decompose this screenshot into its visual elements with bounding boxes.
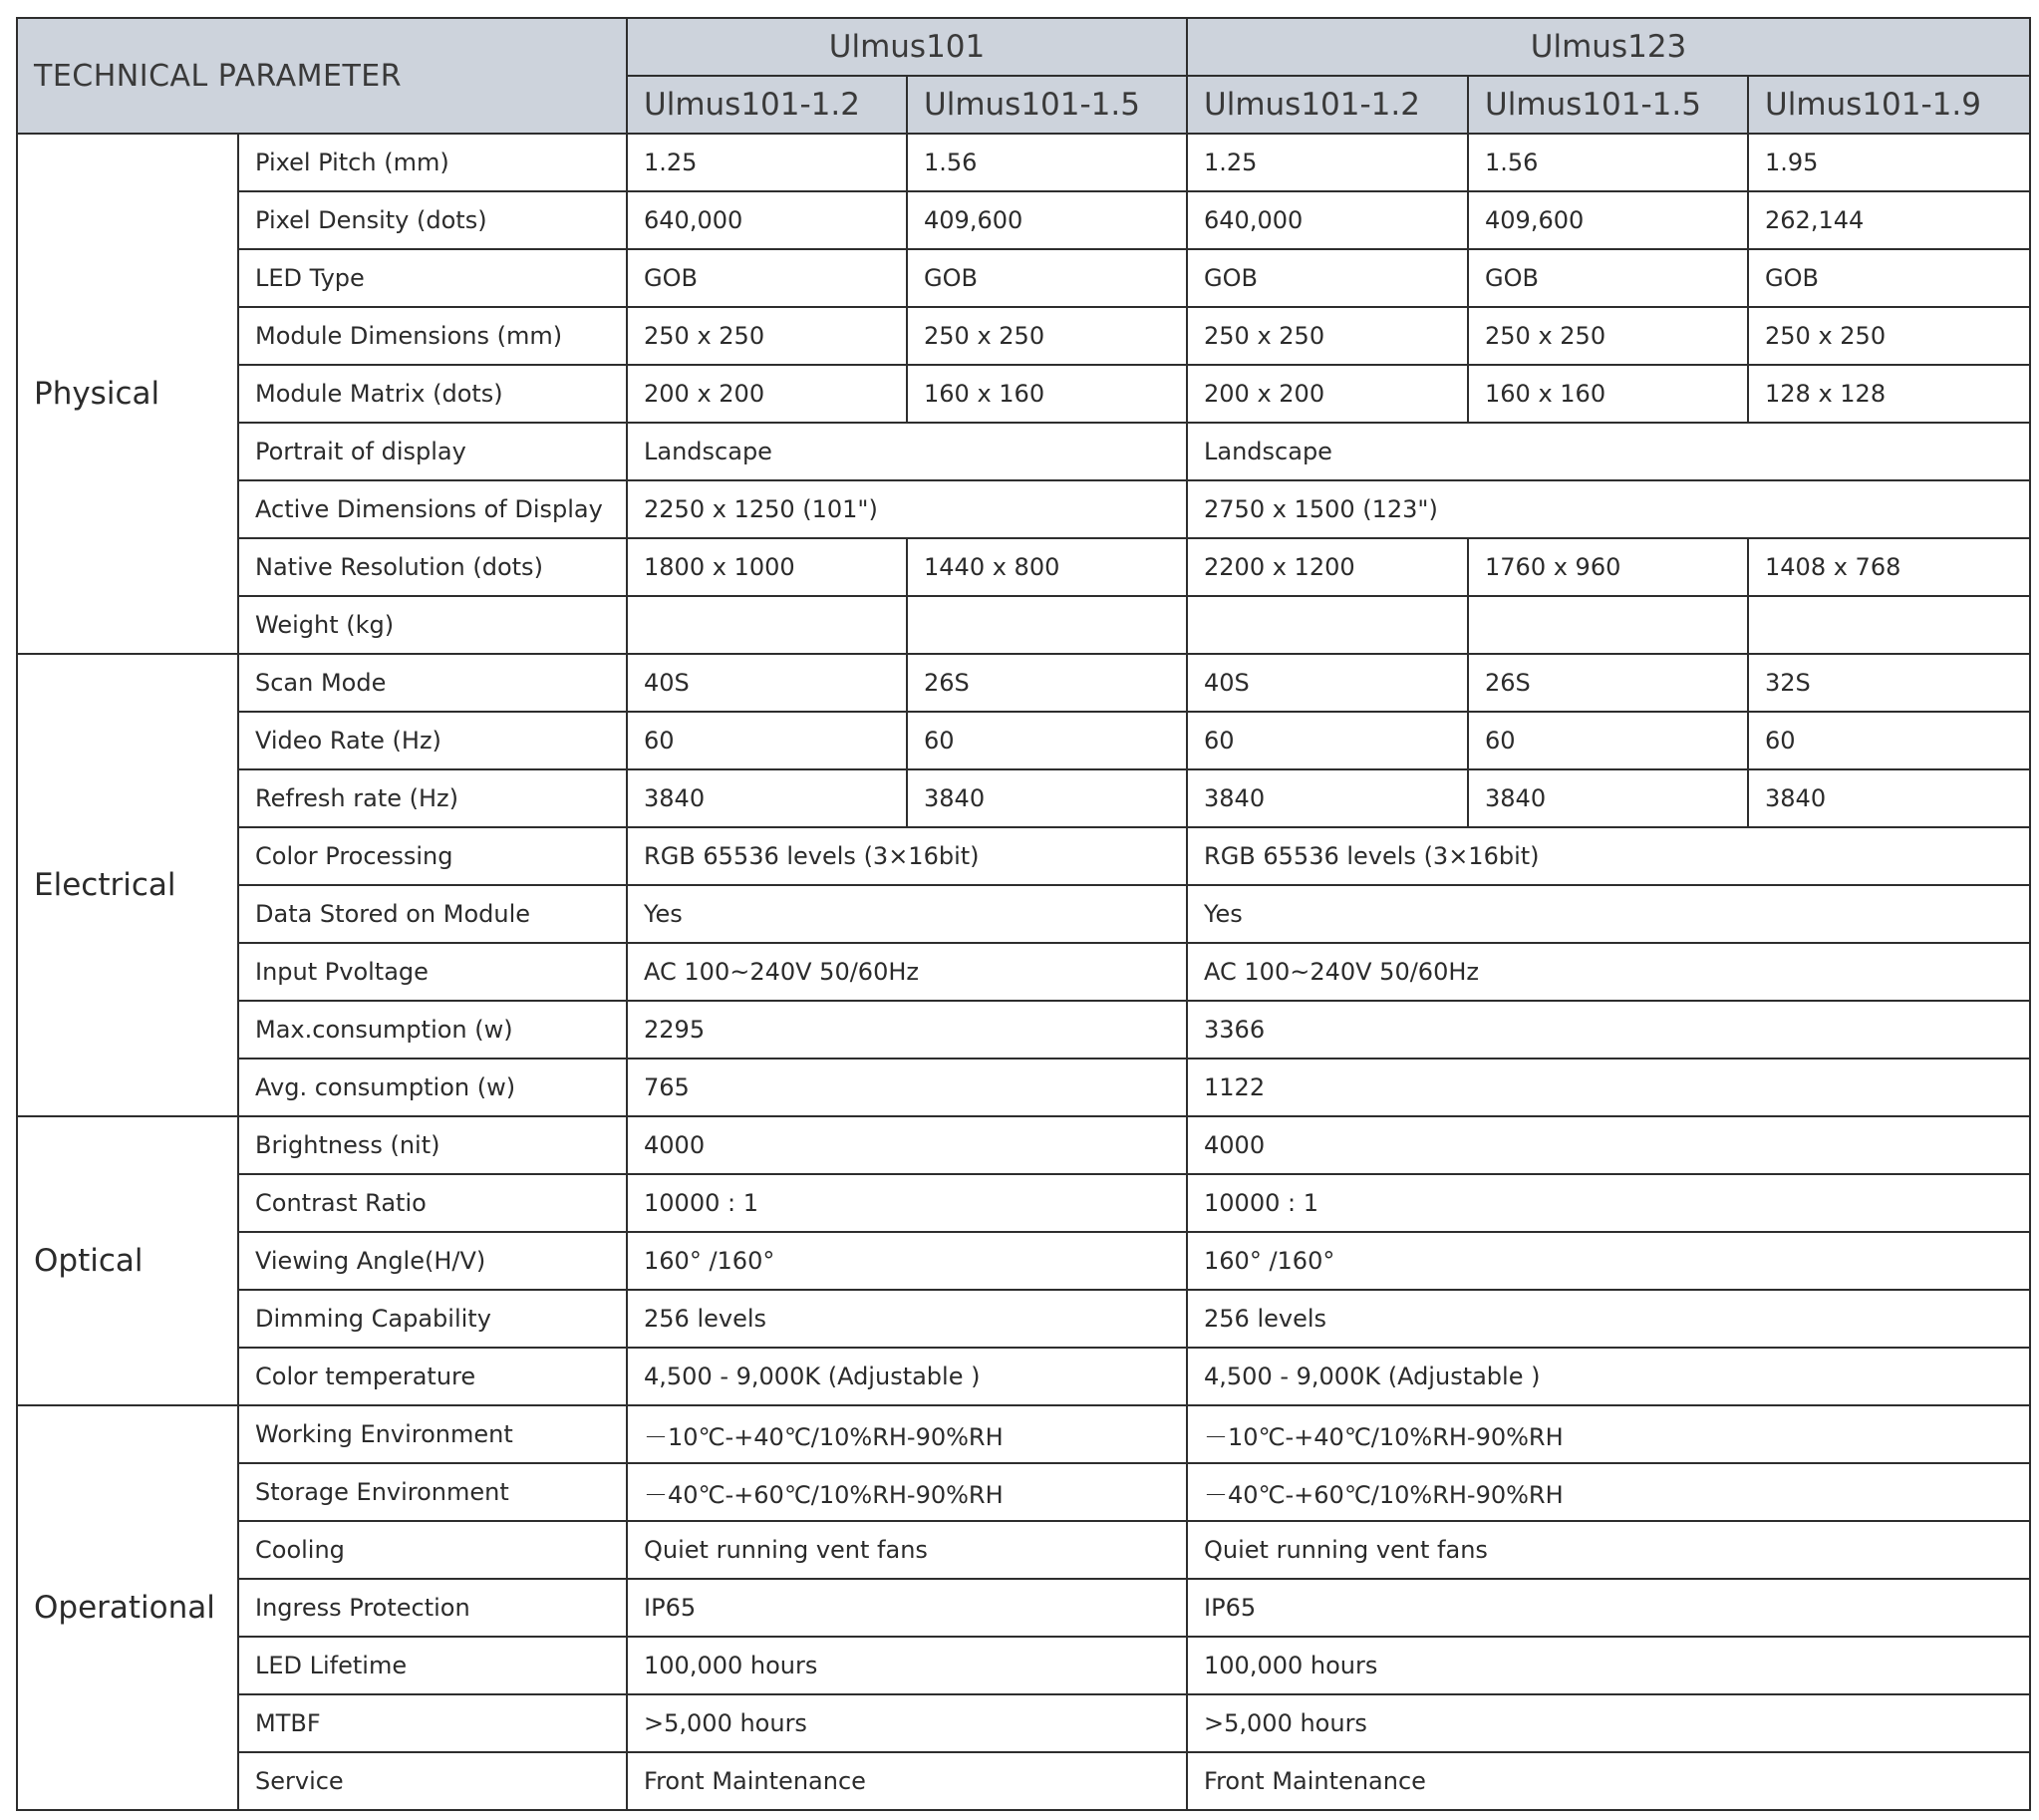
model-header: Ulmus101-1.2 (627, 76, 907, 134)
parameter-label: Portrait of display (238, 423, 627, 480)
model-header: Ulmus101-1.9 (1748, 76, 2030, 134)
value-cell: 1760 x 960 (1468, 538, 1748, 596)
value-cell (1748, 596, 2030, 654)
table-row (17, 1752, 2030, 1810)
value-cell: 262,144 (1748, 191, 2030, 249)
value-cell: 409,600 (907, 191, 1187, 249)
table-row (17, 1174, 2030, 1232)
table-row (17, 827, 2030, 885)
table-row (17, 1232, 2030, 1290)
table-row (17, 1001, 2030, 1059)
value-cell: Quiet running vent fans (627, 1521, 1187, 1579)
value-cell: 640,000 (627, 191, 907, 249)
value-cell: 250 x 250 (1748, 307, 2030, 365)
model-header: Ulmus101-1.5 (1468, 76, 1748, 134)
value-cell: 4,500 - 9,000K (Adjustable ) (1187, 1348, 2030, 1405)
parameter-label: Avg. consumption (w) (238, 1059, 627, 1116)
parameter-label: Brightness (nit) (238, 1116, 627, 1174)
table-row (17, 596, 2030, 654)
value-cell: 10000 : 1 (627, 1174, 1187, 1232)
table-row (17, 480, 2030, 538)
table-row (17, 249, 2030, 307)
value-cell: 26S (907, 654, 1187, 712)
table-row (17, 1405, 2030, 1463)
value-cell: 200 x 200 (627, 365, 907, 423)
value-cell: 4,500 - 9,000K (Adjustable ) (627, 1348, 1187, 1405)
value-cell: 10000 : 1 (1187, 1174, 2030, 1232)
value-cell: Yes (1187, 885, 2030, 943)
parameter-label: Native Resolution (dots) (238, 538, 627, 596)
value-cell (1187, 596, 1468, 654)
value-cell: 2295 (627, 1001, 1187, 1059)
value-cell: 4000 (1187, 1116, 2030, 1174)
table-row (17, 191, 2030, 249)
technical-parameter-table (16, 17, 2031, 1811)
value-cell: 3840 (627, 769, 907, 827)
category-cell: Electrical (17, 654, 238, 1116)
value-cell (627, 596, 907, 654)
model-header: Ulmus101-1.2 (1187, 76, 1468, 134)
value-cell: RGB 65536 levels (3×16bit) (1187, 827, 2030, 885)
parameter-label: Active Dimensions of Display (238, 480, 627, 538)
value-cell: GOB (1748, 249, 2030, 307)
parameter-label: Data Stored on Module (238, 885, 627, 943)
value-cell: 250 x 250 (1187, 307, 1468, 365)
value-cell: GOB (1468, 249, 1748, 307)
parameter-label: Working Environment (238, 1405, 627, 1463)
value-cell: 60 (907, 712, 1187, 769)
value-cell: 60 (1748, 712, 2030, 769)
value-cell: 640,000 (1187, 191, 1468, 249)
value-cell: 765 (627, 1059, 1187, 1116)
parameter-label: Scan Mode (238, 654, 627, 712)
value-cell: 250 x 250 (1468, 307, 1748, 365)
value-cell: RGB 65536 levels (3×16bit) (627, 827, 1187, 885)
table-row (17, 769, 2030, 827)
value-cell: 4000 (627, 1116, 1187, 1174)
value-cell: 1.56 (1468, 134, 1748, 191)
parameter-label: Cooling (238, 1521, 627, 1579)
parameter-label: Module Dimensions (mm) (238, 307, 627, 365)
value-cell: 2250 x 1250 (101") (627, 480, 1187, 538)
value-cell: 40S (627, 654, 907, 712)
value-cell: >5,000 hours (1187, 1694, 2030, 1752)
table-row (17, 1694, 2030, 1752)
table-body (17, 134, 2030, 1810)
category-cell: Physical (17, 134, 238, 654)
parameter-label: Service (238, 1752, 627, 1810)
parameter-label: Video Rate (Hz) (238, 712, 627, 769)
value-cell: 160 x 160 (1468, 365, 1748, 423)
value-cell: GOB (627, 249, 907, 307)
header-title: TECHNICAL PARAMETER (17, 18, 627, 134)
parameter-label: Viewing Angle(H/V) (238, 1232, 627, 1290)
table-row (17, 1637, 2030, 1694)
value-cell: 3366 (1187, 1001, 2030, 1059)
value-cell: AC 100~240V 50/60Hz (1187, 943, 2030, 1001)
value-cell: AC 100~240V 50/60Hz (627, 943, 1187, 1001)
value-cell: 1.95 (1748, 134, 2030, 191)
value-cell: 3840 (1187, 769, 1468, 827)
value-cell: 100,000 hours (1187, 1637, 2030, 1694)
parameter-label: Storage Environment (238, 1463, 627, 1521)
value-cell: 60 (1187, 712, 1468, 769)
table-row (17, 423, 2030, 480)
value-cell: 160 x 160 (907, 365, 1187, 423)
value-cell: Quiet running vent fans (1187, 1521, 2030, 1579)
table-row (17, 1348, 2030, 1405)
table-row (17, 134, 2030, 191)
group-header-ulmus123: Ulmus123 (1187, 18, 2030, 76)
group-header-ulmus101: Ulmus101 (627, 18, 1187, 76)
parameter-label: Max.consumption (w) (238, 1001, 627, 1059)
value-cell: IP65 (627, 1579, 1187, 1637)
value-cell: 1.25 (627, 134, 907, 191)
value-cell: 2750 x 1500 (123") (1187, 480, 2030, 538)
table-header (17, 18, 2030, 134)
value-cell: －10℃-+40℃/10%RH-90%RH (1187, 1405, 2030, 1463)
value-cell: >5,000 hours (627, 1694, 1187, 1752)
value-cell: IP65 (1187, 1579, 2030, 1637)
parameter-label: Color Processing (238, 827, 627, 885)
category-cell: Operational (17, 1405, 238, 1810)
value-cell: 409,600 (1468, 191, 1748, 249)
table-row (17, 1116, 2030, 1174)
value-cell: 256 levels (1187, 1290, 2030, 1348)
value-cell: 60 (627, 712, 907, 769)
value-cell: 250 x 250 (907, 307, 1187, 365)
parameter-label: Contrast Ratio (238, 1174, 627, 1232)
parameter-label: Refresh rate (Hz) (238, 769, 627, 827)
parameter-label: Input Pvoltage (238, 943, 627, 1001)
table-row (17, 885, 2030, 943)
value-cell: Landscape (627, 423, 1187, 480)
value-cell: 1122 (1187, 1059, 2030, 1116)
table-row (17, 1579, 2030, 1637)
value-cell: Landscape (1187, 423, 2030, 480)
value-cell: －40℃-+60℃/10%RH-90%RH (627, 1463, 1187, 1521)
value-cell: 26S (1468, 654, 1748, 712)
table-row (17, 1463, 2030, 1521)
value-cell: 32S (1748, 654, 2030, 712)
value-cell: 1440 x 800 (907, 538, 1187, 596)
value-cell: 40S (1187, 654, 1468, 712)
value-cell: 160° /160° (627, 1232, 1187, 1290)
value-cell: 3840 (1468, 769, 1748, 827)
parameter-label: Weight (kg) (238, 596, 627, 654)
value-cell: 250 x 250 (627, 307, 907, 365)
table-row (17, 365, 2030, 423)
value-cell: 100,000 hours (627, 1637, 1187, 1694)
value-cell: 1800 x 1000 (627, 538, 907, 596)
table-row (17, 1059, 2030, 1116)
value-cell: 3840 (1748, 769, 2030, 827)
value-cell: －10℃-+40℃/10%RH-90%RH (627, 1405, 1187, 1463)
parameter-label: LED Lifetime (238, 1637, 627, 1694)
value-cell: Yes (627, 885, 1187, 943)
value-cell: 128 x 128 (1748, 365, 2030, 423)
parameter-label: Module Matrix (dots) (238, 365, 627, 423)
value-cell: 2200 x 1200 (1187, 538, 1468, 596)
model-header: Ulmus101-1.5 (907, 76, 1187, 134)
category-cell: Optical (17, 1116, 238, 1405)
table-row (17, 654, 2030, 712)
table-row (17, 943, 2030, 1001)
table-row (17, 538, 2030, 596)
parameter-label: Dimming Capability (238, 1290, 627, 1348)
parameter-label: Color temperature (238, 1348, 627, 1405)
table-row (17, 712, 2030, 769)
value-cell: 60 (1468, 712, 1748, 769)
table-row (17, 307, 2030, 365)
table-row (17, 1290, 2030, 1348)
value-cell: GOB (1187, 249, 1468, 307)
parameter-label: Ingress Protection (238, 1579, 627, 1637)
value-cell: 1408 x 768 (1748, 538, 2030, 596)
value-cell: 200 x 200 (1187, 365, 1468, 423)
value-cell: Front Maintenance (627, 1752, 1187, 1810)
parameter-label: Pixel Pitch (mm) (238, 134, 627, 191)
table-row (17, 1521, 2030, 1579)
value-cell: 1.25 (1187, 134, 1468, 191)
value-cell: －40℃-+60℃/10%RH-90%RH (1187, 1463, 2030, 1521)
value-cell: 160° /160° (1187, 1232, 2030, 1290)
value-cell (1468, 596, 1748, 654)
parameter-label: MTBF (238, 1694, 627, 1752)
value-cell: 256 levels (627, 1290, 1187, 1348)
parameter-label: Pixel Density (dots) (238, 191, 627, 249)
value-cell: 3840 (907, 769, 1187, 827)
value-cell: GOB (907, 249, 1187, 307)
value-cell: Front Maintenance (1187, 1752, 2030, 1810)
value-cell: 1.56 (907, 134, 1187, 191)
value-cell (907, 596, 1187, 654)
parameter-label: LED Type (238, 249, 627, 307)
